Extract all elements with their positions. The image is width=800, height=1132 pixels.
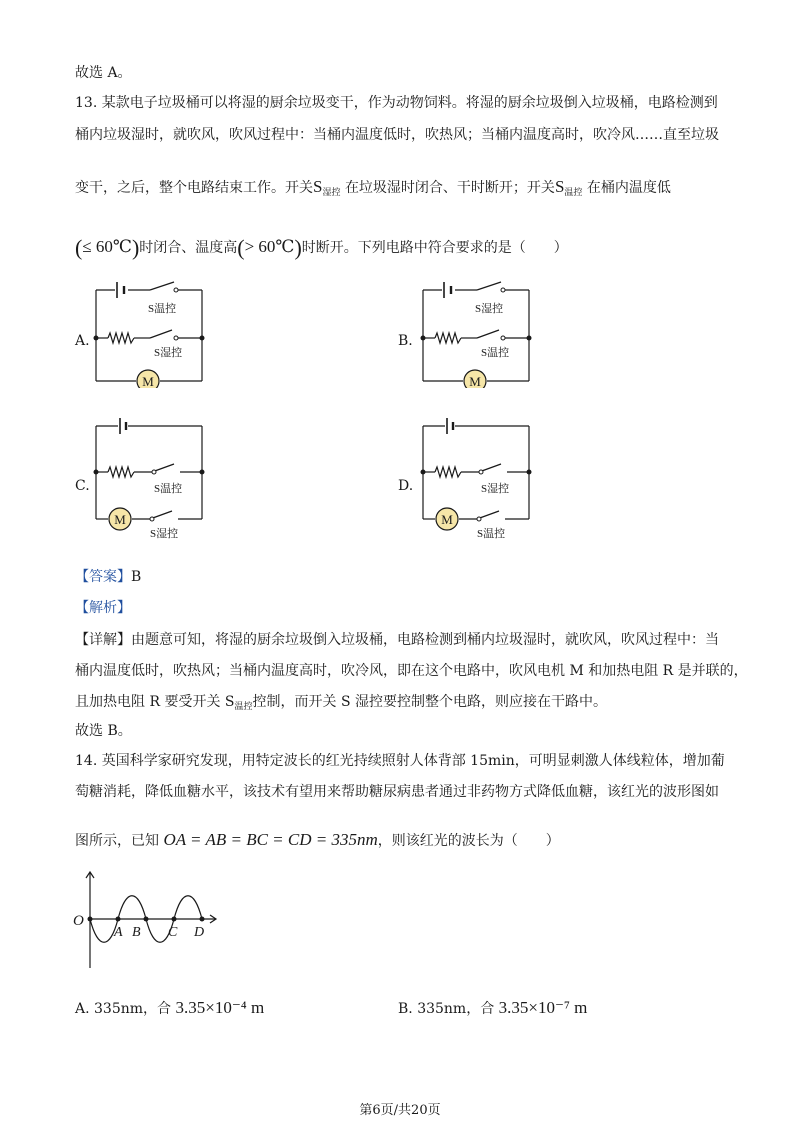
switch-label: S湿控 <box>154 347 183 359</box>
prev-conclusion: 故选 A。 <box>75 65 132 81</box>
motor-label: M <box>142 374 154 388</box>
switch-symbol: S <box>313 177 323 196</box>
option-value: 3.35×10⁻⁷ m <box>498 998 588 1017</box>
switch-subscript: 温控 <box>234 702 253 712</box>
wave-diagram <box>68 868 228 973</box>
q14-option-a <box>75 997 264 1020</box>
wave-label-a: A <box>114 925 123 940</box>
q14-line1: 14. 英国科学家研究发现，用特定波长的红光持续照射人体背部 15min，可明显刺激人体线粒体，增加葡 <box>75 753 725 769</box>
q13-line4a: 时闭合、温度高 <box>139 240 238 256</box>
q14-option-b <box>398 997 587 1020</box>
detail-line3 <box>75 691 607 718</box>
q14-line2: 萄糖消耗，降低血糖水平，该技术有望用来帮助糖尿病患者通过非药物方式降低血糖，该红光的波形图如 <box>75 784 719 800</box>
wave-label-o: O <box>73 913 84 929</box>
answer-value: B <box>131 569 142 585</box>
option-b-label: B. <box>398 333 413 349</box>
q13-line3b: 在垃圾湿时闭合、干时断开；开关 <box>344 180 555 196</box>
circuit-b-diagram <box>417 278 537 388</box>
detail-text: 且加热电阻 R 要受开关 S <box>75 694 235 710</box>
q13-line4: (≤ 60℃)时闭合、温度高(> 60℃)时断开。下列电路中符合要求的是（ ） <box>75 235 568 260</box>
wave-label-c: C <box>168 925 178 940</box>
detail-text: 控制，而开关 S 湿控要控制整个电路，则应接在干路中。 <box>252 694 607 710</box>
switch-symbol: S <box>554 177 565 196</box>
motor-label: M <box>469 374 481 388</box>
switch-label: S温控 <box>477 528 506 540</box>
option-label: B. 335nm，合 <box>398 1001 495 1017</box>
switch-label: S湿控 <box>475 303 504 315</box>
answer-tag: 【答案】 <box>75 569 131 585</box>
wave-formula: OA = AB = BC = CD = 335nm <box>163 830 378 849</box>
q13-line3 <box>75 176 671 204</box>
wave-label-b: B <box>132 925 141 940</box>
q13-line1: 13. 某款电子垃圾桶可以将湿的厨余垃圾变干，作为动物饲料。将湿的厨余垃圾倒入垃圾桶，电路检测到 <box>75 95 718 111</box>
option-a-label: A. <box>75 333 90 349</box>
option-label: A. 335nm，合 <box>75 1001 172 1017</box>
q14-line3a: 图所示，已知 <box>75 833 159 849</box>
page-footer: 第6页/共20页 <box>359 1103 441 1118</box>
motor-label: M <box>114 512 126 527</box>
detail-line2: 桶内温度低时，吹热风；当桶内温度高时，吹冷风，即在这个电路中，吹风电机 M 和加热电阻 R 是并联的， <box>75 663 748 679</box>
detail-tag: 【详解】 <box>75 632 131 648</box>
switch-label: S温控 <box>481 347 510 359</box>
circuit-a-diagram <box>90 278 210 388</box>
switch-label: S湿控 <box>481 483 510 495</box>
analysis-tag <box>75 597 131 619</box>
wave-label-d: D <box>194 925 205 940</box>
circuit-c-diagram <box>90 412 210 542</box>
detail-text: 由题意可知，将湿的厨余垃圾倒入垃圾桶，电路检测到桶内垃圾湿时，就吹风，吹风过程中：当 <box>131 632 719 648</box>
temp-condition-low: ≤ 60℃ <box>82 237 132 256</box>
temp-condition-high: > 60℃ <box>244 237 295 256</box>
analysis-label: 【解析】 <box>75 600 131 616</box>
option-c-label: C. <box>75 478 90 494</box>
switch-subscript: 温控 <box>564 188 583 198</box>
q14-line3 <box>75 829 560 852</box>
switch-label: S温控 <box>148 303 177 315</box>
q13-line4b: 时断开。下列电路中符合要求的是（ ） <box>301 240 568 256</box>
switch-label: S湿控 <box>150 528 179 540</box>
q13-line3c: 在桶内温度低 <box>586 180 671 196</box>
q13-line3a: 变干，之后，整个电路结束工作。开关 <box>75 180 313 196</box>
answer-line <box>75 566 141 588</box>
q13-line2: 桶内垃圾湿时，就吹风，吹风过程中：当桶内温度低时，吹热风；当桶内温度高时，吹冷风……直至垃圾 <box>75 127 719 143</box>
switch-subscript: 湿控 <box>322 188 341 198</box>
option-d-label: D. <box>398 478 414 494</box>
option-value: 3.35×10⁻⁴ m <box>175 998 265 1017</box>
switch-label: S温控 <box>154 483 183 495</box>
motor-label: M <box>441 512 453 527</box>
detail-line1 <box>75 629 719 651</box>
circuit-d-diagram <box>417 412 537 542</box>
q14-line3b: ，则该红光的波长为（ ） <box>377 833 560 849</box>
q13-conclusion: 故选 B。 <box>75 723 132 739</box>
